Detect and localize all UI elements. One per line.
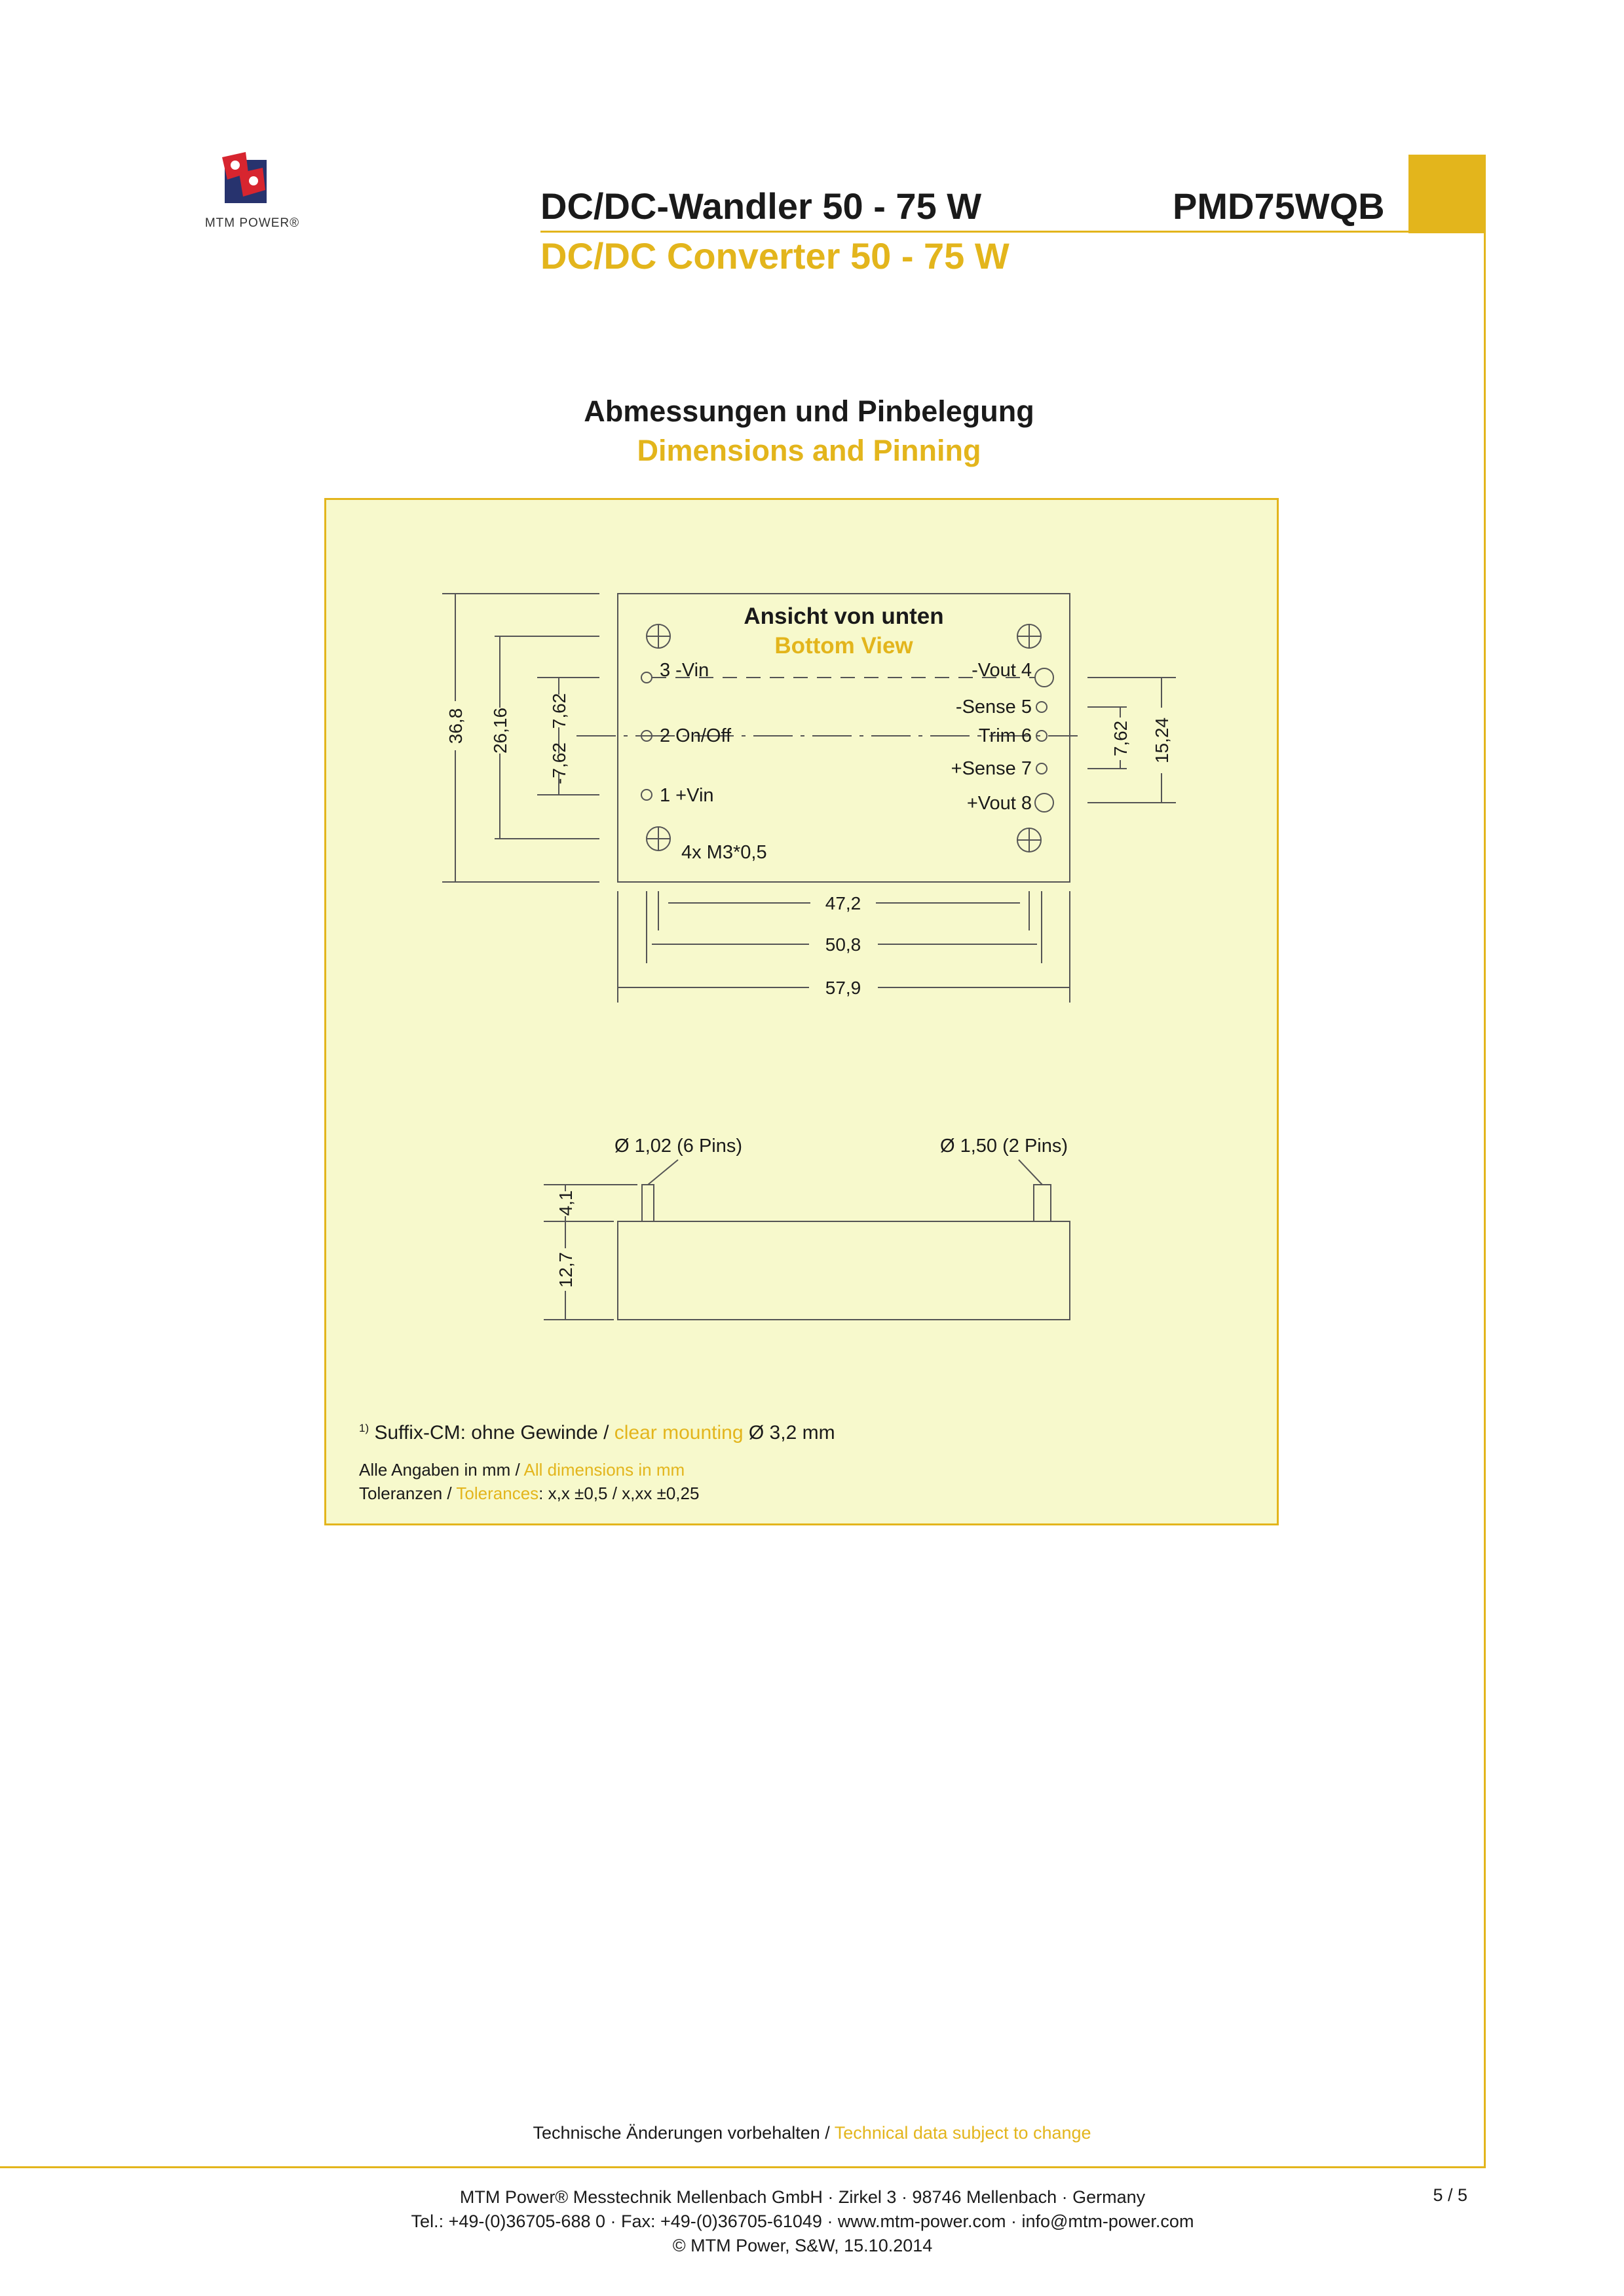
dim-36-8: 36,8 (445, 708, 466, 744)
pin-label-2: 2 On/Off (660, 725, 732, 746)
mounting-hole-icon (1017, 624, 1041, 648)
pin-4-icon (1035, 668, 1053, 687)
right-border (1484, 155, 1486, 2166)
company-line: MTM Power® Messtechnik Mellenbach GmbH · Zirkel 3 · 98746 Mellenbach · Germany (459, 2187, 1146, 2207)
dim-right-7-62: 7,62 (1110, 720, 1131, 757)
module-side-outline (618, 1221, 1070, 1320)
mtm-power-logo (219, 151, 272, 207)
footnote-suffix (359, 1422, 835, 1444)
page-number: 5 / 5 (1433, 2185, 1467, 2205)
suffix-value: Ø 3,2 mm (748, 1422, 835, 1444)
footnote-mark: 1) (359, 1422, 369, 1434)
pin-large-icon (1034, 1185, 1051, 1221)
pin-3-icon (641, 672, 652, 683)
model-number: PMD75WQB (1173, 185, 1385, 227)
mounting-hole-icon (647, 827, 670, 851)
contact-line: Tel.: +49-(0)36705-688 0 · Fax: +49-(0)36705-61049 · www.mtm-power.com · info@mtm-power.com (411, 2211, 1194, 2231)
view-label-en: Bottom View (774, 633, 913, 659)
footer-rule (0, 2166, 1486, 2168)
dim-50-8: 50,8 (825, 934, 861, 955)
change-en: Technical data subject to change (834, 2123, 1091, 2143)
section-title-en: Dimensions and Pinning (637, 434, 981, 467)
change-notice (0, 2123, 1624, 2143)
footer-address (262, 2185, 1343, 2258)
pin-8-icon (1035, 794, 1053, 812)
logo-text: MTM POWER® (204, 216, 300, 230)
dim-12-7: 12,7 (556, 1252, 576, 1288)
pin-7-icon (1036, 763, 1047, 774)
view-label-de: Ansicht von unten (744, 603, 944, 629)
section-title-de: Abmessungen und Pinbelegung (584, 394, 1034, 428)
pin-5-icon (1036, 702, 1047, 712)
copyright-line: © MTM Power, S&W, 15.10.2014 (672, 2236, 933, 2255)
units-de: Alle Angaben in mm / (359, 1460, 520, 1480)
dim-4-1: 4,1 (556, 1190, 576, 1216)
pin-label-5: -Sense 5 (955, 697, 1032, 718)
mounting-label: 4x M3*0,5 (681, 842, 767, 863)
pin-small-label: Ø 1,02 (6 Pins) (614, 1136, 743, 1157)
mounting-hole-icon (647, 624, 670, 648)
dimension-drawing (324, 498, 1279, 1525)
header-rule (540, 231, 1486, 233)
title-en: DC/DC Converter 50 - 75 W (540, 235, 1010, 277)
tolerance-de: Toleranzen / (359, 1483, 452, 1503)
tolerance-value: : x,x ±0,5 / x,xx ±0,25 (538, 1483, 700, 1503)
pin-1-icon (641, 790, 652, 800)
units-en: All dimensions in mm (523, 1460, 685, 1480)
pin-small-icon (642, 1185, 654, 1221)
title-de: DC/DC-Wandler 50 - 75 W (540, 185, 982, 227)
dim-right-15-24: 15,24 (1152, 717, 1172, 764)
pin-large-label: Ø 1,50 (2 Pins) (940, 1136, 1068, 1157)
change-de: Technische Änderungen vorbehalten / (533, 2123, 830, 2143)
suffix-de: Suffix-CM: ohne Gewinde / (374, 1422, 609, 1444)
corner-tab (1408, 155, 1486, 233)
pin-label-7: +Sense 7 (951, 758, 1032, 779)
dim-7-62-down: -7,62 (549, 742, 569, 784)
dim-7-62-up: 7,62 (549, 693, 569, 729)
pin-label-4: -Vout 4 (972, 660, 1032, 681)
units-note (359, 1460, 685, 1480)
tolerance-note (359, 1483, 699, 1504)
suffix-en: clear mounting (614, 1422, 744, 1444)
pin-label-3: 3 -Vin (660, 660, 709, 681)
pin-label-6: Trim 6 (978, 725, 1032, 746)
tolerance-en: Tolerances (456, 1483, 539, 1503)
pin-label-1: 1 +Vin (660, 785, 714, 806)
dim-57-9: 57,9 (825, 978, 861, 998)
pin-label-8: +Vout 8 (966, 793, 1032, 814)
dim-47-2: 47,2 (825, 893, 861, 913)
mounting-hole-icon (1017, 828, 1041, 852)
dim-26-16: 26,16 (490, 707, 510, 754)
